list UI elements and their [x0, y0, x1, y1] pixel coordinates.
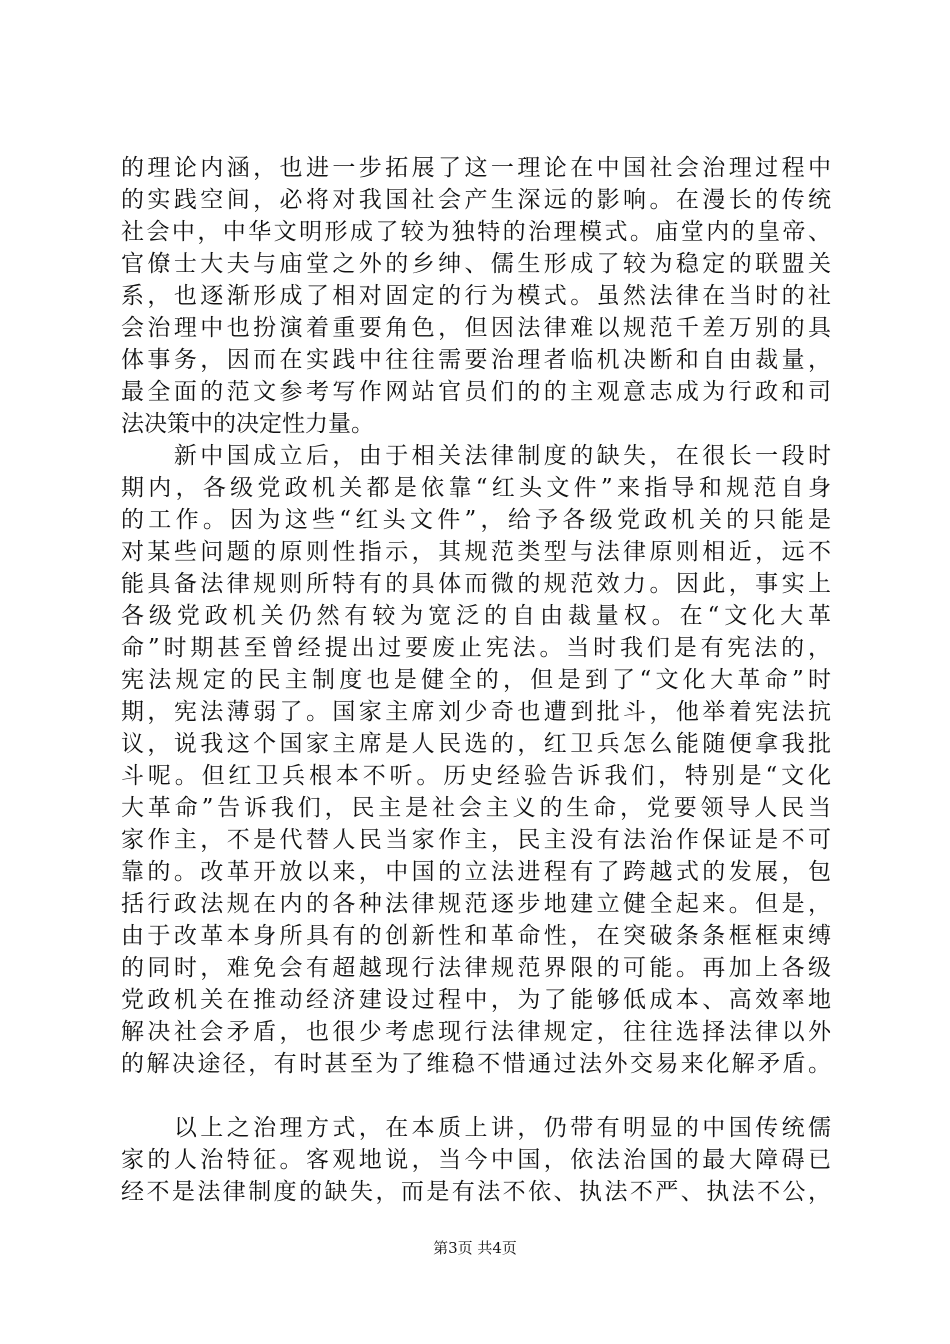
- text-line: 括行政法规在内的各种法律规范逐步地建立健全起来。但是，: [121, 891, 831, 917]
- text-line: 的工作。因为这些“红头文件”，给予各级党政机关的只能是: [121, 507, 831, 533]
- text-line: 由于改革本身所具有的创新性和革命性，在突破条条框框束缚: [121, 923, 831, 949]
- text-line: 大革命”告诉我们，民主是社会主义的生命，党要领导人民当: [121, 795, 831, 821]
- text-line: 最全面的范文参考写作网站官员们的的主观意志成为行政和司: [121, 379, 831, 405]
- text-line: 的同时，难免会有超越现行法律规范界限的可能。再加上各级: [121, 955, 831, 981]
- text-line: 解决社会矛盾，也很少考虑现行法律规定，往往选择法律以外: [121, 1019, 831, 1045]
- text-line: 靠的。改革开放以来，中国的立法进程有了跨越式的发展，包: [121, 859, 831, 885]
- text-line: 以上之治理方式，在本质上讲，仍带有明显的中国传统儒: [121, 1115, 831, 1141]
- text-line: 的解决途径，有时甚至为了维稳不惜通过法外交易来化解矛盾。: [121, 1051, 831, 1077]
- page-footer: 第3页 共4页: [433, 1239, 517, 1257]
- text-line: 体事务，因而在实践中往往需要治理者临机决断和自由裁量，: [121, 347, 831, 373]
- text-line: 社会中，中华文明形成了较为独特的治理模式。庙堂内的皇帝、: [121, 219, 831, 245]
- text-line: 的实践空间，必将对我国社会产生深远的影响。在漫长的传统: [121, 187, 831, 213]
- text-line: 命”时期甚至曾经提出过要废止宪法。当时我们是有宪法的，: [121, 635, 831, 661]
- text-line: 宪法规定的民主制度也是健全的，但是到了“文化大革命”时: [121, 667, 831, 693]
- text-line: 斗呢。但红卫兵根本不听。历史经验告诉我们，特别是“文化: [121, 763, 831, 789]
- text-line: 家的人治特征。客观地说，当今中国，依法治国的最大障碍已: [121, 1147, 831, 1173]
- text-line: 能具备法律规则所特有的具体而微的规范效力。因此，事实上: [121, 571, 831, 597]
- text-line: 家作主，不是代替人民当家作主，民主没有法治作保证是不可: [121, 827, 831, 853]
- text-line: 党政机关在推动经济建设过程中，为了能够低成本、高效率地: [121, 987, 831, 1013]
- text-line: 系，也逐渐形成了相对固定的行为模式。虽然法律在当时的社: [121, 283, 831, 309]
- text-line: 各级党政机关仍然有较为宽泛的自由裁量权。在“文化大革: [121, 603, 831, 629]
- text-line: 会治理中也扮演着重要角色，但因法律难以规范千差万别的具: [121, 315, 831, 341]
- text-line: 议，说我这个国家主席是人民选的，红卫兵怎么能随便拿我批: [121, 731, 831, 757]
- text-line: 对某些问题的原则性指示，其规范类型与法律原则相近，远不: [121, 539, 831, 565]
- paragraph-gap: [121, 1080, 831, 1112]
- body-text: [121, 152, 831, 1208]
- text-line: 官僚士大夫与庙堂之外的乡绅、儒生形成了较为稳定的联盟关: [121, 251, 831, 277]
- text-line: 法决策中的决定性力量。: [121, 411, 374, 437]
- text-line: 经不是法律制度的缺失，而是有法不依、执法不严、执法不公，: [121, 1179, 831, 1205]
- text-line: 期内，各级党政机关都是依靠“红头文件”来指导和规范自身: [121, 475, 831, 501]
- text-line: 新中国成立后，由于相关法律制度的缺失，在很长一段时: [121, 443, 831, 469]
- text-line: 的理论内涵，也进一步拓展了这一理论在中国社会治理过程中: [121, 155, 831, 181]
- text-line: 期，宪法薄弱了。国家主席刘少奇也遭到批斗，他举着宪法抗: [121, 699, 831, 725]
